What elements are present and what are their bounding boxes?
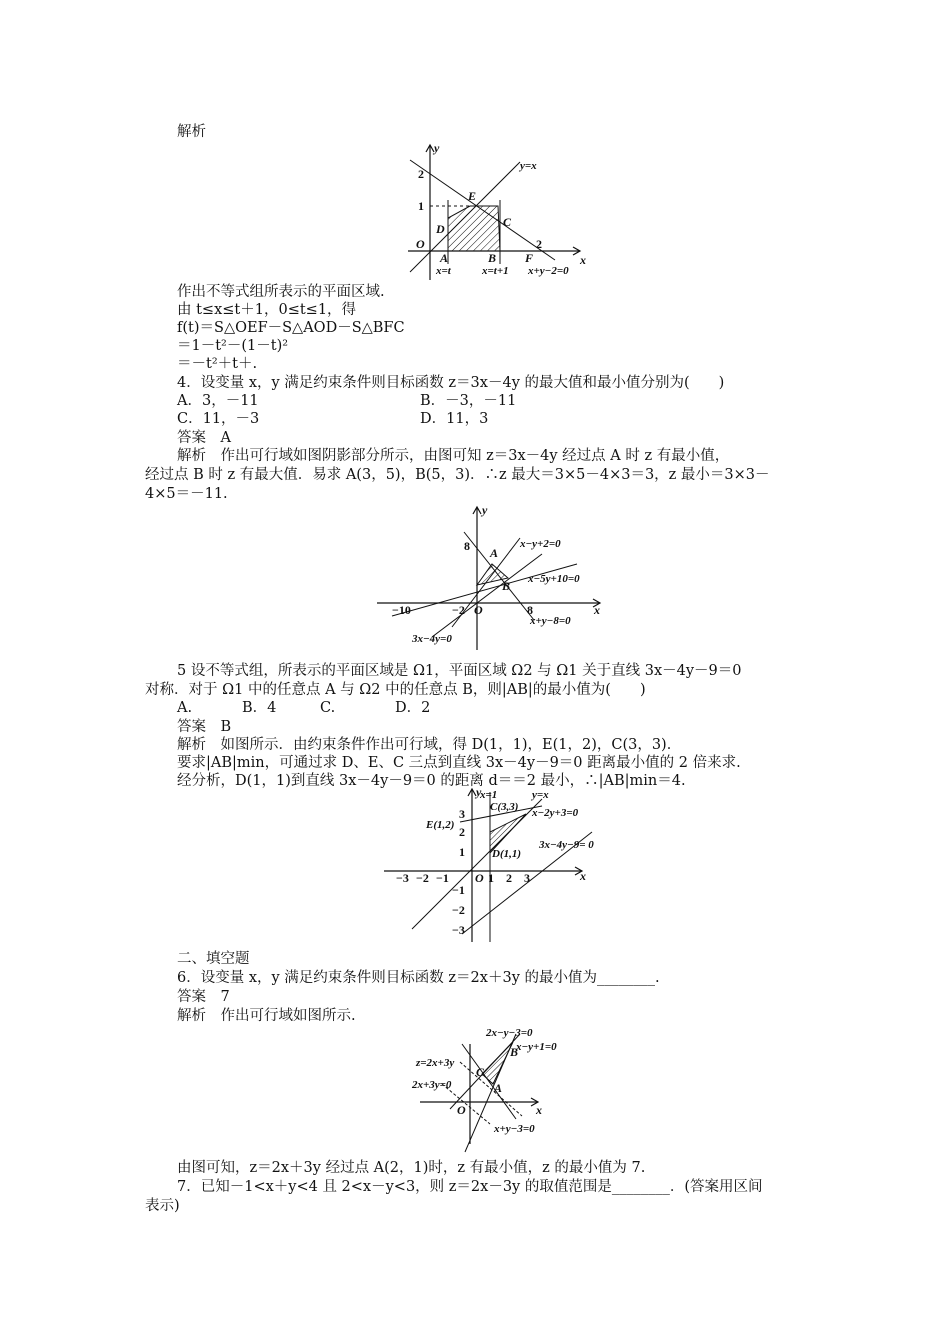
origin-label: O [416, 237, 425, 251]
tick-y-3: 3 [459, 807, 465, 821]
tick-y-neg2: −2 [452, 903, 465, 917]
point-E: E(1,2) [426, 819, 455, 831]
text-line: 作出不等式组所表示的平面区域. [177, 284, 385, 300]
analysis-line: 解析 作出可行域如图所示. [177, 1008, 356, 1024]
tick-x-neg2: −2 [452, 603, 465, 617]
label-line-3: z=2x+3y [416, 1057, 455, 1069]
formula-line: ＝－t²＋t＋. [177, 356, 258, 372]
y-axis-label: y [434, 141, 440, 155]
question-5: 5 设不等式组，所表示的平面区域是 Ω1，平面区域 Ω2 与 Ω1 关于直线 3x－4y－9＝0 [177, 663, 742, 679]
question-7-cont: 表示) [145, 1198, 180, 1214]
tick-x-1: 1 [488, 871, 494, 885]
label-line-4: 2x+3y=0 [412, 1079, 452, 1091]
question-4: 4．设变量 x，y 满足约束条件则目标函数 z＝3x－4y 的最大值和最小值分别为( ) [177, 375, 725, 391]
origin-label: O [475, 871, 484, 885]
tick-x-2: 2 [536, 237, 542, 251]
analysis-line: 经过点 B 时 z 有最大值．易求 A(3，5)，B(5，3)．∴z 最大＝3×5－4×3＝3，z 最小＝3×3－ [145, 467, 770, 483]
formula-line: f(t)＝S△OEF－S△AOD－S△BFC [177, 320, 405, 336]
origin-label: O [474, 603, 483, 617]
text-line: 由 t≤x≤t＋1，0≤t≤1，得 [177, 302, 357, 318]
point-B: B [510, 1045, 519, 1059]
tick-x-neg2: −2 [416, 871, 429, 885]
point-A: A [440, 251, 449, 265]
point-B: B [488, 251, 497, 265]
tick-x-neg3: −3 [396, 871, 409, 885]
label-line-b: 3x−4y−9= 0 [539, 839, 594, 851]
conclusion-line: 由图可知，z＝2x＋3y 经过点 A(2，1)时，z 有最小值，z 的最小值为 7. [177, 1160, 646, 1176]
tick-y-8: 8 [464, 539, 470, 553]
point-A: A [494, 1081, 503, 1095]
origin-label: O [457, 1103, 466, 1117]
label-line-2: x−y+1=0 [516, 1041, 557, 1053]
label-line-2: x−5y+10=0 [528, 573, 580, 585]
point-C: C [476, 1065, 485, 1079]
label-y-eq-x: y=x [520, 160, 537, 172]
answer: 答案 7 [177, 989, 230, 1005]
x-axis-label: x [580, 253, 586, 267]
label-line-3: x+y−8=0 [530, 615, 571, 627]
analysis-line: 经分析，D(1，1)到直线 3x－4y－9＝0 的距离 d＝＝2 最小，∴|AB|min＝4. [177, 773, 686, 789]
tick-x-8: 8 [527, 603, 533, 617]
option-A: A．3，－11 [177, 393, 259, 409]
label-y-eq-x: y=x [532, 789, 549, 801]
analysis-line: 4×5＝－11. [145, 486, 228, 502]
shaded-region [448, 206, 500, 251]
option-D: D．2 [395, 700, 431, 716]
point-C: C [503, 215, 512, 229]
question-7: 7．已知－1<x＋y<4 且 2<x－y<3，则 z＝2x－3y 的取值范围是________．(答案用区间 [177, 1179, 763, 1195]
tick-x-2: 2 [506, 871, 512, 885]
tick-y-1: 1 [418, 199, 424, 213]
figure-symmetric-regions [382, 784, 602, 944]
point-D: D [436, 222, 445, 236]
analysis-line: 解析 如图所示．由约束条件作出可行域，得 D(1，1)，E(1，2)，C(3，3)． [177, 737, 682, 753]
line-x-minus-5y-plus-10 [392, 564, 577, 616]
point-D: D(1,1) [492, 848, 522, 860]
tick-y-1: 1 [459, 845, 465, 859]
label-x-eq-1: x=1 [480, 789, 498, 801]
point-F: F [525, 251, 534, 265]
option-D: D．11，3 [420, 411, 489, 427]
label-line-5: x+y−3=0 [494, 1123, 535, 1135]
tick-x-3: 3 [524, 871, 530, 885]
analysis-line: 要求|AB|min，可通过求 D、E、C 三点到直线 3x－4y－9＝0 距离最小值的 2 倍来求. [177, 755, 741, 771]
y-axis-label: y [482, 503, 488, 517]
tick-x-neg10: −10 [392, 603, 411, 617]
solution-heading: 解析 [177, 124, 206, 140]
label-x-plus-y-2: x+y−2=0 [528, 265, 569, 277]
figure-feasible-region-q6 [410, 1024, 580, 1160]
y-axis-label: y [476, 785, 482, 799]
analysis-line: 解析 作出可行域如图阴影部分所示，由图可知 z＝3x－4y 经过点 A 时 z 有最小值， [177, 448, 730, 464]
label-line-4: 3x−4y=0 [412, 633, 452, 645]
label-line-1: x−y+2=0 [520, 538, 561, 550]
x-axis-label: x [580, 869, 586, 883]
option-C: C. [320, 700, 336, 716]
point-E: E [468, 189, 477, 203]
question-5-cont: 对称．对于 Ω1 中的任意点 A 与 Ω2 中的任意点 B，则|AB|的最小值为( ) [145, 682, 646, 698]
formula-line: ＝1－t²－(1－t)² [177, 338, 289, 354]
label-line-1: 2x−y−3=0 [486, 1027, 533, 1039]
option-B: B．－3，－11 [420, 393, 517, 409]
point-A: A [490, 546, 499, 560]
tick-y-2: 2 [459, 825, 465, 839]
x-axis-label: x [536, 1103, 542, 1117]
x-axis-label: x [594, 603, 600, 617]
figure-region-area [400, 140, 590, 280]
answer: 答案 A [177, 430, 231, 446]
option-A: A. [177, 700, 193, 716]
question-6: 6．设变量 x，y 满足约束条件则目标函数 z＝2x＋3y 的最小值为________. [177, 970, 660, 986]
tick-y-neg3: −3 [452, 923, 465, 937]
tick-x-neg1: −1 [436, 871, 449, 885]
label-x-eq-t: x=t [436, 265, 451, 277]
option-B: B．4 [242, 700, 277, 716]
point-B: B [502, 579, 511, 593]
tick-y-2: 2 [418, 167, 424, 181]
line-3x-minus-4y [432, 554, 542, 637]
answer: 答案 B [177, 719, 232, 735]
figure-feasible-region-q4 [372, 502, 612, 652]
label-x-eq-t1: x=t+1 [482, 265, 509, 277]
point-C: C(3,3) [490, 801, 519, 813]
option-C: C．11，－3 [177, 411, 260, 427]
label-line-a: x−2y+3=0 [532, 807, 579, 819]
tick-y-neg1: −1 [452, 883, 465, 897]
section-heading: 二、填空题 [177, 951, 250, 967]
